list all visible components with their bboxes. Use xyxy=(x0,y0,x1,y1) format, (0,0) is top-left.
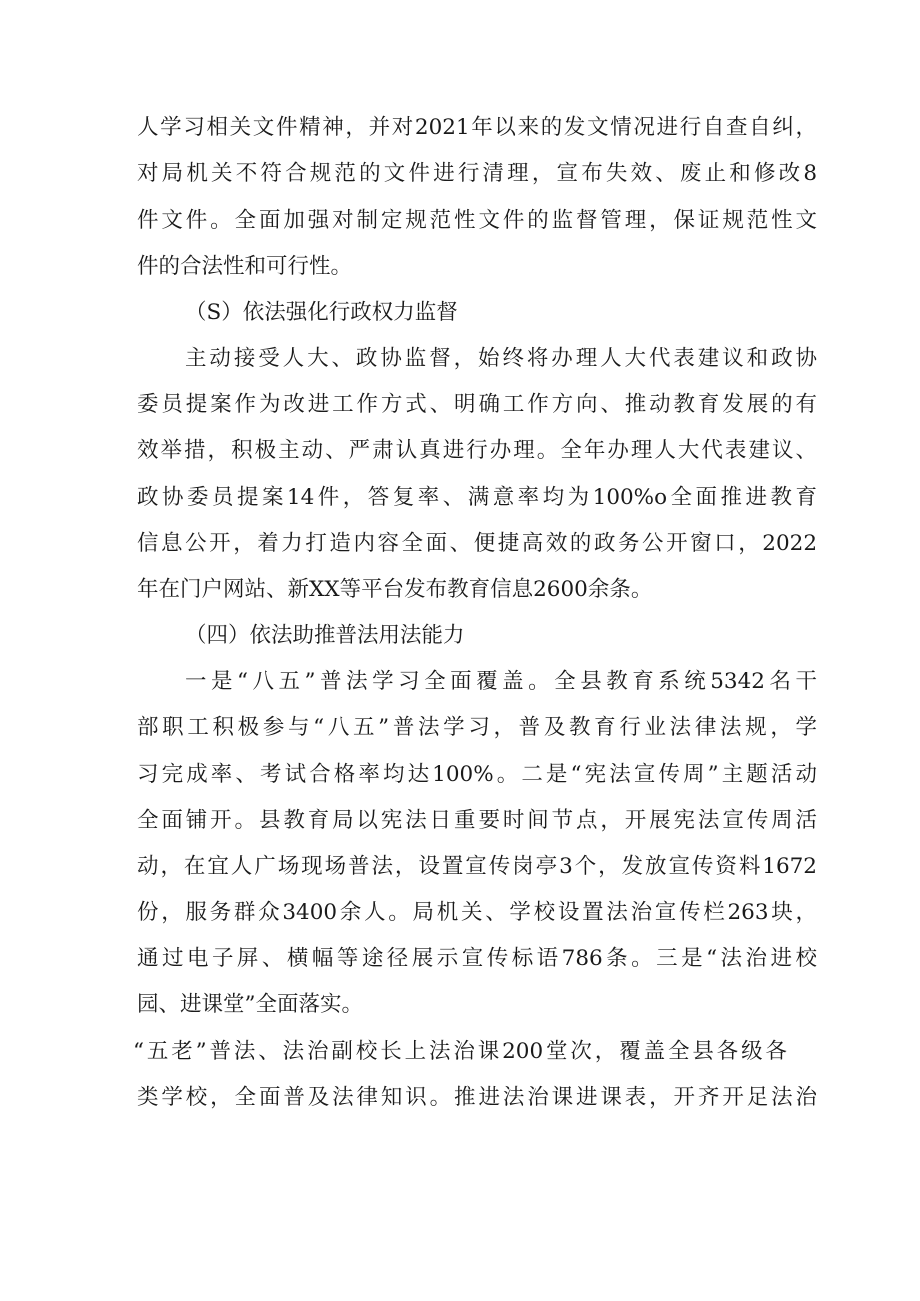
paragraph-line: 效举措，积极主动、严肃认真进行办理。全年办理人大代表建议、 xyxy=(137,438,817,463)
paragraph-line: 年在门户网站、新XX等平台发布教育信息2600余条。 xyxy=(137,577,653,602)
paragraph-line: 园、进课堂”全面落实。 xyxy=(137,992,363,1017)
paragraph-line: 政协委员提案14件，答复率、满意率均为100%o全面推进教育 xyxy=(137,485,817,510)
paragraph-line: 人学习相关文件精神，并对2021年以来的发文情况进行自查自纠， xyxy=(137,115,817,140)
paragraph-line: 对局机关不符合规范的文件进行清理，宣布失效、废止和修改8 xyxy=(137,161,817,186)
paragraph-line: 份，服务群众3400余人。局机关、学校设置法治宣传栏263块， xyxy=(137,900,817,925)
paragraph-line: 主动接受人大、政协监督，始终将办理人大代表建议和政协 xyxy=(185,346,817,371)
section-heading: （S）依法强化行政权力监督 xyxy=(185,300,458,325)
paragraph-line: 件的合法性和可行性。 xyxy=(137,254,353,279)
paragraph-line: 信息公开，着力打造内容全面、便捷高效的政务公开窗口，2022 xyxy=(137,531,817,556)
paragraph-line: “五老”普法、法治副校长上法治课200堂次，覆盖全县各级各 xyxy=(133,1039,787,1064)
paragraph-line: 委员提案作为改进工作方式、明确工作方向、推动教育发展的有 xyxy=(137,392,817,417)
paragraph-line: 部职工积极参与“八五”普法学习，普及教育行业法律法规，学 xyxy=(137,715,817,740)
section-heading: （四）依法助推普法用法能力 xyxy=(185,623,465,648)
paragraph-line: 类学校，全面普及法律知识。推进法治课进课表，开齐开足法治 xyxy=(137,1085,817,1110)
paragraph-line: 一是“八五”普法学习全面覆盖。全县教育系统5342名干 xyxy=(185,669,817,694)
paragraph-line: 通过电子屏、横幅等途径展示宣传标语786条。三是“法治进校 xyxy=(137,946,817,971)
paragraph-line: 全面铺开。县教育局以宪法日重要时间节点，开展宪法宣传周活 xyxy=(137,808,817,833)
paragraph-line: 动，在宜人广场现场普法，设置宣传岗亭3个，发放宣传资料1672 xyxy=(137,854,817,879)
paragraph-line: 件文件。全面加强对制定规范性文件的监督管理，保证规范性文 xyxy=(137,208,817,233)
paragraph-line: 习完成率、考试合格率均达100%。二是“宪法宣传周”主题活动 xyxy=(137,762,817,787)
